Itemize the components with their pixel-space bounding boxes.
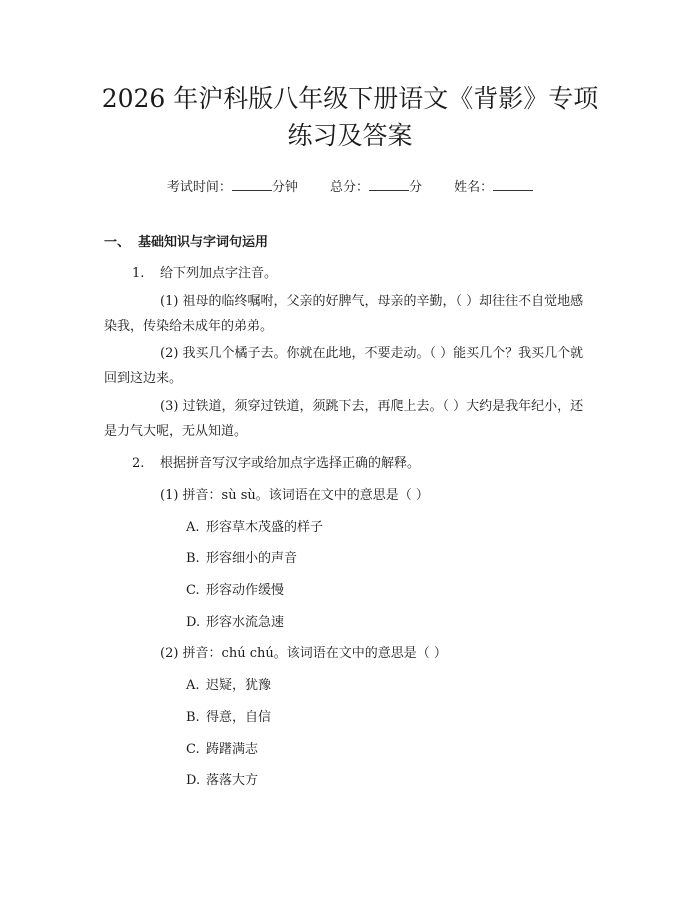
option-text: 形容动作缓慢 [206,583,285,598]
option-text: 落落大方 [206,773,259,788]
total-score-label: 总分： [329,180,369,195]
option-b[interactable] [186,706,271,725]
exam-meta [0,176,700,195]
name-label: 姓名： [454,180,494,195]
title-line-1: 2026 年沪科版八年级下册语文《背影》专项 [101,84,599,113]
question-2-number: 2. [132,456,145,471]
option-a[interactable] [186,674,271,693]
option-letter: A. [186,520,200,535]
option-text: 踌躇满志 [206,742,259,757]
exam-time-field [167,176,298,195]
question-2 [132,452,420,471]
option-a[interactable] [186,516,323,535]
total-score-field [330,176,422,195]
exam-time-unit: 分钟 [271,180,298,195]
question-1 [132,262,277,281]
exam-time-blank[interactable] [232,178,272,191]
name-field [454,176,533,195]
page-title [0,0,700,154]
section-title: 基础知识与字词句运用 [138,235,269,250]
option-letter: B. [186,710,200,725]
option-text: 形容草木茂盛的样子 [206,520,324,535]
question-1-text: 给下列加点字注音。 [160,266,278,281]
question-1-number: 1. [132,266,145,281]
question-1-item-2: (2) 我买几个橘子去。你就在此地，不要走动。（ ）能买几个？我买几个就回到这边来。 [104,346,584,386]
option-text: 得意，自信 [206,710,272,725]
option-letter: A. [186,678,200,693]
title-line-2: 练习及答案 [287,121,413,150]
question-1-item-3: (3) 过铁道，须穿过铁道，须跳下去，再爬上去。（ ）大约是我年纪小，还是力气大呢，无从知道。 [104,399,584,439]
option-d[interactable] [186,769,258,788]
option-letter: D. [186,615,201,630]
option-b[interactable] [186,547,297,566]
option-letter: C. [186,583,200,598]
option-text: 形容水流急速 [206,615,285,630]
exam-time-label: 考试时间： [166,180,232,195]
section-heading [104,231,268,250]
name-blank[interactable] [493,178,533,191]
option-d[interactable] [186,611,284,630]
option-letter: B. [186,551,200,566]
option-text: 迟疑，犹豫 [206,678,272,693]
option-letter: C. [186,742,200,757]
question-1-item-1: (1) 祖母的临终嘱咐，父亲的好脾气，母亲的辛勤，（ ）却往往不自觉地感染我，传染给未成年的弟弟。 [104,294,584,334]
section-number: 一、 [104,235,131,250]
option-text: 形容细小的声音 [206,551,298,566]
question-2-text: 根据拼音写汉字或给加点字选择正确的解释。 [160,456,421,471]
question-2-sub-1: (1) 拼音：sù sù。该词语在文中的意思是（ ） [160,488,429,503]
total-score-unit: 分 [409,180,423,195]
option-letter: D. [186,773,201,788]
question-2-sub-2: (2) 拼音：chú chú。该词语在文中的意思是（ ） [160,646,447,661]
option-c[interactable] [186,579,284,598]
total-score-blank[interactable] [369,178,409,191]
option-c[interactable] [186,738,258,757]
